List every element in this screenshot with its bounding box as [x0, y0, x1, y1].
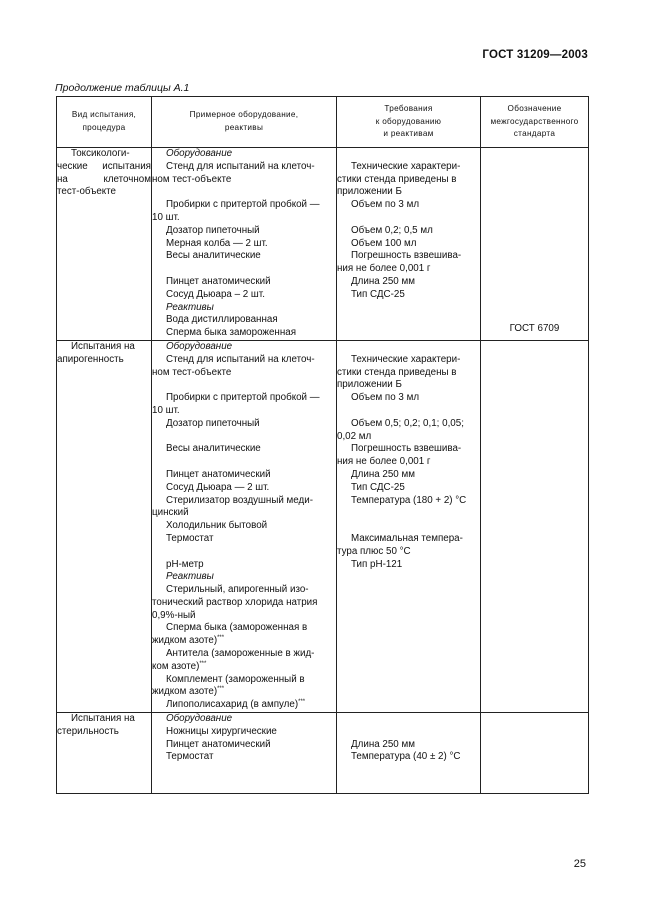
document-standard-header: ГОСТ 31209—2003 — [482, 49, 588, 61]
page-number: 25 — [573, 858, 586, 870]
column-header-standard: Обозначение межгосударственного стандарта — [481, 97, 589, 148]
column-header-requirements: Требования к оборудованию и реактивам — [337, 97, 481, 148]
requirements-cell: Длина 250 мм Температура (40 ± 2) °С — [337, 713, 481, 794]
test-cell: Испытания на стерильность — [57, 713, 152, 794]
standard-cell: ГОСТ 6709 — [481, 148, 589, 341]
footnote-mark: *** — [217, 686, 225, 693]
equipment-table — [56, 96, 589, 794]
requirements-cell: Технические характери- стики стенда приведены в приложении Б Объем по 3 мл Объем 0,5; 0,2; 0,1; 0,05; 0,02 мл Погрешность взвешива- ния не более 0,001 г Длина 250 мм Тип СДС-25 Температура (180 + 2) °С Максимальная темпера- тура плюс 50 °С Тип рН-121 — [337, 340, 481, 712]
table-row — [57, 713, 589, 794]
test-cell: Токсикологи- ческие испытания на клеточном тест-объекте — [57, 148, 152, 341]
standard-cell — [481, 340, 589, 712]
equipment-cell: Оборудование Стенд для испытаний на клеточ- ном тест-объекте Пробирки с притертой пробкой — 10 шт. Дозатор пипеточный Мерная колба — 2 шт. Весы аналитические Пинцет анатомический Сосуд Дьюара – 2 шт. Реактивы Вода дистиллированная Сперма быка замороженная — [152, 148, 337, 341]
equipment-cell: Оборудование Ножницы хирургические Пинцет анатомический Термостат — [152, 713, 337, 794]
equipment-cell: Оборудование Стенд для испытаний на клеточ- ном тест-объекте Пробирки с притертой пробкой — 10 шт. Дозатор пипеточный Весы аналитические Пинцет анатомический Сосуд Дьюара — 2 шт. Стерилизатор воздушный меди- цинский Холодильник бытовой Термостат рН-метр Реактивы Стерильный, апирогенный изо- тонический раствор хлорида натрия 0,9%-ный Сперма быка (замороженная в жидком азоте)*** Антитела (замороженные в жид- ком азоте)*** Комплемент (замороженный в жидком азоте)*** Липополисахарид (в ампуле)*** — [152, 340, 337, 712]
requirements-cell: Технические характери- стики стенда приведены в приложении Б Объем по 3 мл Объем 0,2; 0,5 мл Объем 100 мл Погрешность взвешива- ния не более 0,001 г Длина 250 мм Тип СДС-25 — [337, 148, 481, 341]
standard-cell — [481, 713, 589, 794]
table-continuation-caption: Продолжение таблицы А.1 — [55, 82, 190, 94]
test-cell: Испытания на апирогенность — [57, 340, 152, 712]
footnote-mark: *** — [298, 699, 306, 706]
footnote-mark: *** — [199, 660, 207, 667]
column-header-equipment: Примерное оборудование, реактивы — [152, 97, 337, 148]
footnote-mark: *** — [217, 635, 225, 642]
table-row — [57, 340, 589, 712]
table-row — [57, 148, 589, 341]
column-header-test: Вид испытания, процедура — [57, 97, 152, 148]
table-header-row — [57, 97, 589, 148]
